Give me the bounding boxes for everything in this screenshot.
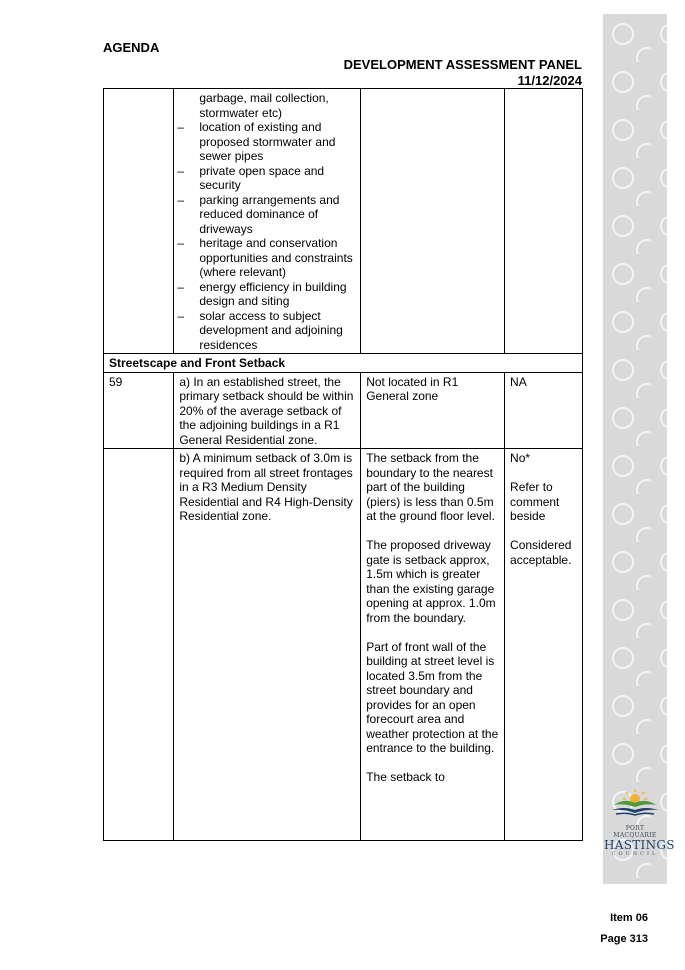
logo-text-sub: COUNCIL (611, 851, 659, 857)
table-row (104, 449, 583, 841)
meeting-date: 11/12/2024 (517, 73, 582, 88)
requirement-text: a) In an established street, the primary setback should be within 20% of the average setback of the adjoining buildings in a R1 General Residential zone. (174, 372, 361, 449)
complies-paragraph: Considered acceptable. (510, 538, 572, 567)
table-cell (361, 89, 505, 354)
proposed-paragraph: The setback to (366, 770, 445, 784)
complies-text: NA (505, 372, 583, 449)
council-logo-emblem (604, 786, 666, 818)
proposed-cell (361, 449, 505, 841)
table-row (104, 372, 583, 449)
proposed-paragraph: The setback from the boundary to the nearest part of the building (piers) is less than 0.5m at the ground floor level. (366, 451, 495, 523)
list-item: garbage, mail collection, stormwater etc) (199, 91, 329, 120)
proposed-paragraph: The proposed driveway gate is setback approx, 1.5m which is greater than the existing garage opening at approx. 1.0m from the boundary. (366, 538, 496, 625)
section-heading: Streetscape and Front Setback (104, 354, 583, 373)
continued-dash-list (179, 91, 355, 352)
assessment-table (103, 88, 583, 841)
logo-text-main: HASTINGS (604, 838, 675, 852)
council-logo (604, 786, 675, 857)
table-cell (104, 89, 174, 354)
complies-paragraph: Refer to comment beside (510, 480, 560, 523)
logo-text-top: PORT MACQUARIE (613, 825, 657, 839)
complies-paragraph: No* (510, 451, 531, 465)
complies-cell (505, 449, 583, 841)
item-number: Item 06 (610, 912, 648, 924)
table-cell (104, 449, 174, 841)
proposed-paragraph: Part of front wall of the building at street level is located 3.5m from the street boundary and provides for an open forecourt area and weather protection at the entrance to the building. (366, 639, 499, 755)
list-item: – parking arrangements and reduced dominance of driveways (199, 193, 355, 237)
agenda-heading: AGENDA (103, 40, 160, 55)
list-item: – energy efficiency in building design and siting (199, 280, 355, 309)
list-item: – location of existing and proposed stormwater and sewer pipes (199, 120, 355, 164)
table-cell (505, 89, 583, 354)
page-number: Page 313 (600, 933, 648, 945)
proposed-text: Not located in R1 General zone (361, 372, 505, 449)
decorative-sidebar-pattern (603, 14, 675, 884)
table-section-row (104, 354, 583, 373)
list-item: – private open space and security (199, 164, 355, 193)
panel-heading: DEVELOPMENT ASSESSMENT PANEL (343, 57, 582, 72)
table-cell (174, 89, 361, 354)
list-item: – solar access to subject development and adjoining residences (199, 309, 355, 353)
table-row (104, 89, 583, 354)
row-number: 59 (104, 372, 174, 449)
list-item: – heritage and conservation opportunities and constraints (where relevant) (199, 236, 355, 280)
requirement-text: b) A minimum setback of 3.0m is required from all street frontages in a R3 Medium Density Residential and R4 High-Density Residential zone. (174, 449, 361, 841)
